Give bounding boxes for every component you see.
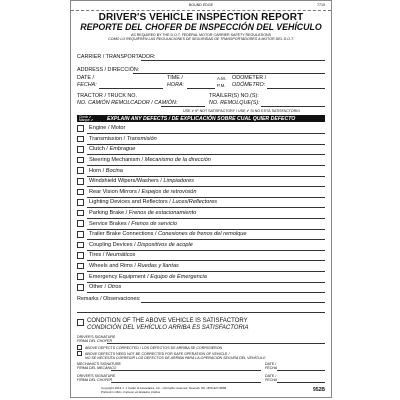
defects-not-needed-label: ABOVE DEFECTS NEED NOT BE CORRECTED FOR SAFE OPERATION OF VEHICLE / <box>85 351 230 356</box>
item-label-english: Other / <box>89 284 108 291</box>
item-checkbox[interactable] <box>77 242 84 249</box>
tractor-field[interactable] <box>161 106 205 107</box>
item-checkbox[interactable] <box>77 199 84 206</box>
explain-column-label: EXPLAIN ANY DEFECTS / DE EXPLICACIÓN SOBRE CUAL QUIER DEFECTO <box>107 115 296 122</box>
trailer-spanish-label: NO. REMOLQUE(S): <box>209 100 260 106</box>
drivers-signature-label: DRIVER'S SIGNATURE <box>77 335 116 339</box>
item-label <box>89 168 123 174</box>
mechanics-signature-label: MECHANIC'S SIGNATURE <box>77 362 121 366</box>
item-label <box>89 263 179 269</box>
item-label <box>89 242 193 248</box>
item-checkbox[interactable] <box>77 178 84 185</box>
item-label-spanish: Frenos de estacionamiento <box>128 210 197 217</box>
inspection-item-row <box>77 176 325 187</box>
footer-printed: Printed in USA • Impreso en Estados Unidos <box>101 390 161 394</box>
item-checkbox[interactable] <box>77 167 84 174</box>
tractor-spanish-label: NO. CAMIÓN REMOLCADOR / CAMIÓN: <box>77 100 178 106</box>
trailer-field[interactable] <box>261 106 325 107</box>
inspection-item-row <box>77 282 325 293</box>
item-label-english: Transmission / <box>89 135 127 142</box>
item-label-spanish: Espejos de retrovisión <box>141 188 197 195</box>
carrier-field[interactable] <box>141 60 325 61</box>
inspection-item-row <box>77 197 325 208</box>
item-label <box>89 252 135 258</box>
inspection-item-row <box>77 240 325 251</box>
item-checkbox[interactable] <box>77 125 84 132</box>
item-checkbox[interactable] <box>77 220 84 227</box>
inspection-item-row <box>77 144 325 155</box>
item-label-spanish: Conexiones de frenos del remolque <box>158 231 247 238</box>
item-label-spanish: Luces/Reflectores <box>172 199 218 206</box>
inspection-item-row <box>77 271 325 282</box>
inspection-item-row <box>77 208 325 219</box>
item-label-english: Tires / <box>89 252 106 259</box>
fecha-label-1: FECHA <box>265 366 278 370</box>
footer-copyright: Copyright 2013 J. J. Keller & Associates, Inc. • All rights reserved. Neenah, WI • 800-327-6868 <box>101 386 227 390</box>
defects-not-needed-spanish: NO SE NECESITA CORREGIR LOS DEFECTOS DE ARRIBA PARA LA OPERACIÓN SEGURA DEL VEHÍCULO <box>85 355 266 360</box>
item-label-spanish: Ruedas y llantas <box>137 263 179 270</box>
tractor-label: TRACTOR / TRUCK NO. <box>77 93 137 99</box>
condition-english: CONDITION OF THE ABOVE VEHICLE IS SATISFACTORY <box>87 318 248 324</box>
item-label-english: Lighting Devices and Reflectors / <box>89 199 173 206</box>
item-checkbox[interactable] <box>77 231 84 238</box>
address-field[interactable] <box>133 73 325 74</box>
item-label-english: Steering Mechanism / <box>89 157 145 164</box>
mechanics-signature-field[interactable] <box>111 370 261 371</box>
item-label-english: Horn / <box>89 167 106 174</box>
item-checkbox[interactable] <box>77 263 84 270</box>
check-column-label: Check ✔ Marque ✔ <box>79 114 94 122</box>
item-label-spanish: Frenos de servicio <box>131 220 177 227</box>
defects-corrected-label: ABOVE DEFECTS CORRECTED / LOS DEFECTOS DE ARRIBA SE CORRIGIERON <box>85 345 223 350</box>
hora-label: HORA: <box>167 82 185 88</box>
odometer-field[interactable] <box>267 88 325 89</box>
drivers-signature-2-field[interactable] <box>111 382 261 383</box>
item-label-spanish: Limpiadores <box>163 178 194 185</box>
defects-table-header <box>77 115 325 122</box>
bound-edge-label: BOUND EDGE <box>188 3 214 7</box>
item-label-english: Emergency Equipment / <box>89 273 151 280</box>
inspection-item-row <box>77 250 325 261</box>
item-checkbox[interactable] <box>77 273 84 280</box>
item-label-spanish: Dispositivos de acople <box>137 241 193 248</box>
item-label-english: Rear Vision Mirrors / <box>89 188 142 195</box>
date-label: DATE / <box>77 75 94 81</box>
item-label <box>89 210 196 216</box>
odometro-label: ODÓMETRO: <box>232 82 266 88</box>
item-checkbox[interactable] <box>77 284 84 291</box>
inspection-item-row <box>77 261 325 272</box>
item-label <box>89 284 121 290</box>
item-checkbox[interactable] <box>77 157 84 164</box>
item-checkbox[interactable] <box>77 136 84 143</box>
inspection-item-row <box>77 165 325 176</box>
drivers-signature-field[interactable] <box>107 343 325 344</box>
am-label: A.M. <box>217 76 227 81</box>
drivers-signature-2-label: DRIVER'S SIGNATURE <box>77 374 116 378</box>
item-label-spanish: Bocina <box>105 167 123 174</box>
address-label: ADDRESS / DIRECCIÓN: <box>77 67 140 73</box>
drivers-signature-2-spanish: FIRMA DEL CHOFER <box>77 378 113 382</box>
defects-corrected-checkbox[interactable] <box>77 345 82 350</box>
item-label-english: Wheels and Rims / <box>89 263 138 270</box>
item-label-spanish: Neumáticos <box>105 252 136 259</box>
date-label-1: DATE / <box>265 362 277 366</box>
item-label-english: Coupling Devices / <box>89 241 138 248</box>
time-field[interactable] <box>187 88 215 89</box>
item-label-spanish: Otros <box>107 284 122 291</box>
item-label <box>89 125 125 131</box>
item-label-english: Windshield Wipers/Washers / <box>89 178 164 185</box>
driver-date-field[interactable] <box>277 382 325 383</box>
form-code: 7715 <box>317 3 325 7</box>
title-english: DRIVER'S VEHICLE INSPECTION REPORT <box>98 12 304 23</box>
inspection-item-row <box>77 187 325 198</box>
form-number: 952B <box>313 387 325 393</box>
bound-edge-divider <box>71 10 331 11</box>
pm-label: P.M. <box>217 83 226 88</box>
drivers-signature-spanish: FIRMA DEL CHOFER <box>77 339 113 343</box>
item-label <box>89 189 196 195</box>
fecha-label-2: FECHA <box>265 378 278 382</box>
trailer-label: TRAILER(S) NO.(S): <box>209 93 259 99</box>
inspection-item-row <box>77 134 325 145</box>
remarks-label: Remarks / Observaciones: <box>77 296 141 302</box>
item-label-spanish: Equipo de Emergencia <box>150 273 207 280</box>
date-field[interactable] <box>99 88 163 89</box>
item-label-english: Engine / Motor <box>89 125 126 132</box>
item-label <box>89 231 246 237</box>
item-checkbox[interactable] <box>77 189 84 196</box>
fecha-label: FECHA: <box>77 82 97 88</box>
item-label <box>89 146 135 152</box>
subtitle-english: AS REQUIRED BY THE D.O.T. FEDERAL MOTOR CARRIER SAFETY REGULATIONS <box>130 32 272 37</box>
carrier-label: CARRIER / TRANSPORTADOR: <box>77 54 156 60</box>
defects-not-needed-checkbox[interactable] <box>77 351 82 356</box>
item-label <box>89 136 157 142</box>
condition-satisfactory-checkbox[interactable] <box>77 319 84 326</box>
item-defect-line[interactable] <box>87 292 325 293</box>
item-checkbox[interactable] <box>77 252 84 259</box>
item-label <box>89 274 207 280</box>
time-label: TIME / <box>167 75 183 81</box>
odometer-label: ODOMETER / <box>232 75 267 81</box>
item-checkbox[interactable] <box>77 210 84 217</box>
condition-spanish: CONDICIÓN DEL VEHÍCULO ARRIBA ES SATISFACTORIA <box>87 325 249 331</box>
subtitle-spanish: COMO LO REQUIEREN LAS REGULACIONES DE SEGURIDAD DE TRANSPORTADORES A MOTOR DEL D.O.T. <box>108 37 294 41</box>
inspection-item-row <box>77 229 325 240</box>
inspection-item-row <box>77 123 325 134</box>
inspection-item-row <box>77 218 325 229</box>
check-legend: USE ✔ IF NOT SATISFACTORY / USE ✔ SI NO ESTÁ SATISFACTORIO <box>183 109 300 113</box>
title-spanish: REPORTE DEL CHOFER DE INSPECCIÓN DEL VEHÍCULO <box>80 22 322 32</box>
mechanic-date-field[interactable] <box>277 370 325 371</box>
date-label-2: DATE / <box>265 374 277 378</box>
remarks-line-2[interactable] <box>77 312 325 313</box>
item-label <box>89 178 194 184</box>
item-label-english: Clutch / <box>89 146 110 153</box>
item-label-spanish: Transmisión <box>126 135 157 142</box>
inspection-report-form <box>70 0 332 398</box>
remarks-field[interactable] <box>141 302 325 303</box>
item-label-spanish: Mecanismo de la dirección <box>144 157 211 164</box>
item-checkbox[interactable] <box>77 146 84 153</box>
item-label-english: Parking Brake / <box>89 210 129 217</box>
item-label <box>89 157 211 163</box>
item-label-english: Trailer Brake Connections / <box>89 231 159 238</box>
item-label-spanish: Embrague <box>109 146 136 153</box>
item-label <box>89 199 217 205</box>
item-label-english: Service Brakes / <box>89 220 132 227</box>
inspection-item-row <box>77 155 325 166</box>
item-label <box>89 221 177 227</box>
mechanics-signature-spanish: FIRMA DEL MECÁNICO <box>77 366 117 370</box>
